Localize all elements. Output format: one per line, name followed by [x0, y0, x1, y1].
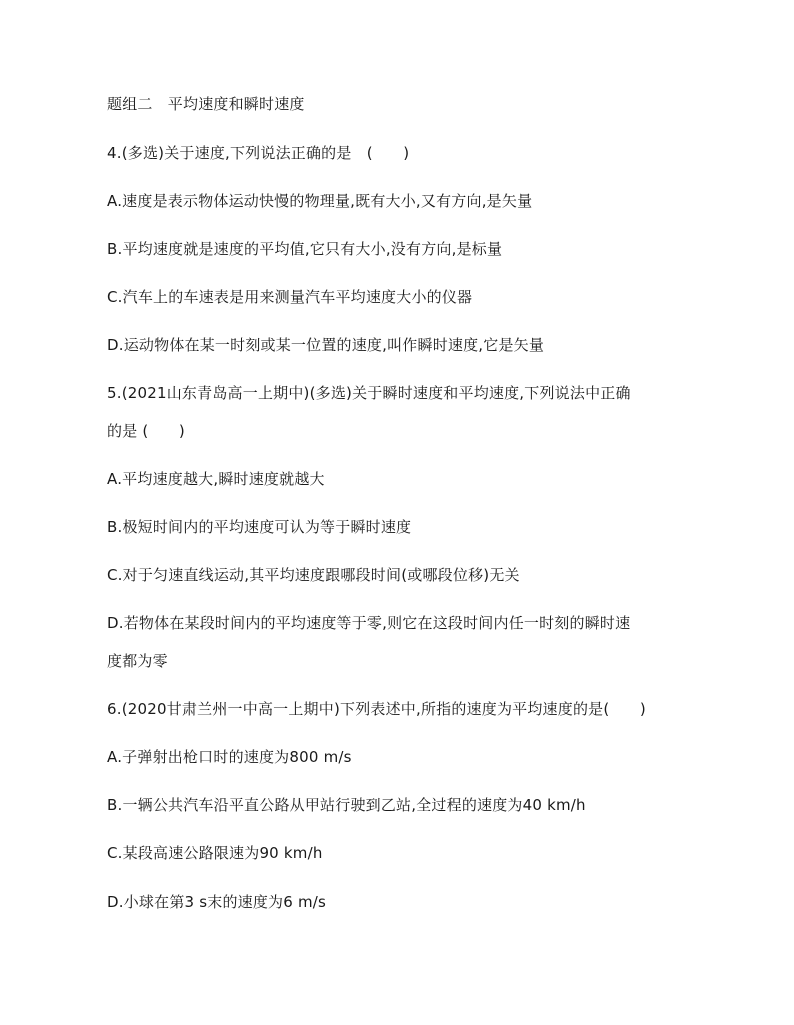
- question-4-option-c: C.汽车上的车速表是用来测量汽车平均速度大小的仪器: [107, 288, 473, 306]
- question-5-option-c: C.对于匀速直线运动,其平均速度跟哪段时间(或哪段位移)无关: [107, 566, 520, 584]
- question-6-option-a: A.子弹射出枪口时的速度为800 m/s: [107, 748, 352, 766]
- question-5-stem-line2: 的是 ( ): [107, 422, 185, 440]
- question-6-stem: 6.(2020甘肃兰州一中高一上期中)下列表述中,所指的速度为平均速度的是( ): [107, 700, 646, 718]
- question-6-option-b: B.一辆公共汽车沿平直公路从甲站行驶到乙站,全过程的速度为40 km/h: [107, 796, 586, 814]
- question-6-option-d: D.小球在第3 s末的速度为6 m/s: [107, 893, 327, 911]
- question-5-stem-line1: 5.(2021山东青岛高一上期中)(多选)关于瞬时速度和平均速度,下列说法中正确: [107, 384, 631, 402]
- question-4-option-d: D.运动物体在某一时刻或某一位置的速度,叫作瞬时速度,它是矢量: [107, 336, 545, 354]
- question-6-option-c: C.某段高速公路限速为90 km/h: [107, 844, 323, 862]
- section-title: 题组二 平均速度和瞬时速度: [107, 95, 305, 113]
- question-4-option-b: B.平均速度就是速度的平均值,它只有大小,没有方向,是标量: [107, 240, 503, 258]
- question-5-option-a: A.平均速度越大,瞬时速度就越大: [107, 470, 325, 488]
- question-4-stem: 4.(多选)关于速度,下列说法正确的是 ( ): [107, 144, 410, 162]
- question-4-option-a: A.速度是表示物体运动快慢的物理量,既有大小,又有方向,是矢量: [107, 192, 533, 210]
- question-5-option-d-line1: D.若物体在某段时间内的平均速度等于零,则它在这段时间内任一时刻的瞬时速: [107, 614, 631, 632]
- question-5-option-b: B.极短时间内的平均速度可认为等于瞬时速度: [107, 518, 412, 536]
- question-5-option-d-line2: 度都为零: [107, 652, 168, 670]
